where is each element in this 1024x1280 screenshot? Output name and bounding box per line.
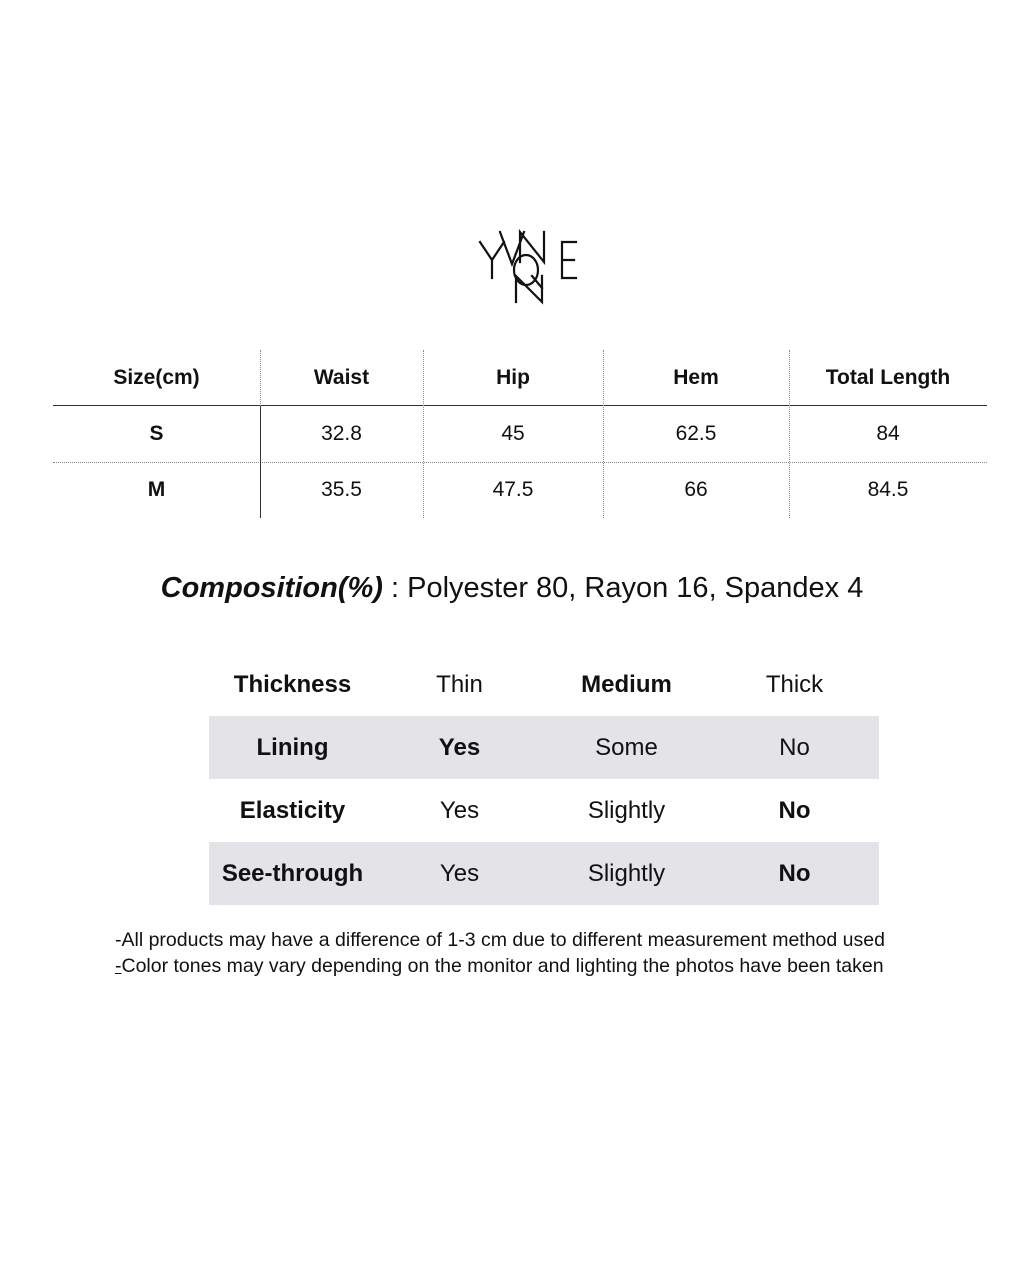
note-color-tones [115, 953, 995, 979]
brand-logo [470, 226, 610, 310]
size-table-header-row [53, 350, 987, 406]
size-table-header-total-length: Total Length [825, 366, 951, 389]
fabric-row-elasticity [209, 779, 879, 842]
note-dash: - [115, 955, 122, 977]
hem-value: 62.5 [675, 422, 717, 445]
fabric-option-selected: Medium [581, 671, 672, 698]
fabric-label: Elasticity [239, 797, 346, 824]
fabric-option-selected: No [778, 860, 811, 887]
size-chart-table [53, 350, 987, 518]
fabric-label: Lining [256, 734, 329, 761]
yvonne-monogram-logo-icon [470, 226, 610, 310]
row-divider [53, 462, 987, 463]
hip-value: 47.5 [492, 478, 534, 501]
size-column-divider [260, 406, 261, 518]
fabric-option-selected: No [778, 797, 811, 824]
fabric-option: Slightly [587, 797, 666, 824]
waist-value: 32.8 [321, 422, 362, 445]
fabric-option: Thick [765, 671, 824, 698]
composition-value: Polyester 80, Rayon 16, Spandex 4 [407, 572, 864, 604]
size-table-header-size: Size(cm) [113, 366, 200, 389]
waist-value: 35.5 [321, 478, 362, 501]
column-divider [423, 350, 424, 518]
column-divider [603, 350, 604, 518]
total-length-value: 84.5 [867, 478, 909, 501]
fabric-properties-table [209, 653, 879, 905]
composition-label: Composition(%) [160, 572, 383, 604]
note-color-text: Color tones may vary depending on the monitor and lighting the photos have been taken [121, 955, 884, 977]
hip-value: 45 [501, 422, 525, 445]
fabric-option-selected: Yes [438, 734, 481, 761]
size-label: S [149, 422, 164, 445]
hem-value: 66 [684, 478, 708, 501]
fabric-row-thickness [209, 653, 879, 716]
composition-separator: : [382, 572, 408, 604]
fabric-option: No [779, 734, 810, 761]
fabric-option: Some [595, 734, 658, 761]
header-divider [53, 405, 987, 406]
fabric-option: Slightly [587, 860, 666, 887]
table-row [53, 406, 987, 462]
column-divider [260, 350, 261, 406]
disclaimer-notes [115, 927, 995, 979]
column-divider [789, 350, 790, 518]
fabric-row-see-through [209, 842, 879, 905]
size-table-header-waist: Waist [313, 366, 370, 389]
fabric-row-lining [209, 716, 879, 779]
composition-line [0, 568, 1024, 608]
fabric-option: Yes [439, 860, 480, 887]
size-table-header-hem: Hem [673, 366, 719, 389]
table-row [53, 462, 987, 518]
fabric-option: Yes [439, 797, 480, 824]
size-table-header-hip: Hip [496, 366, 530, 389]
fabric-label: See-through [221, 860, 364, 887]
total-length-value: 84 [876, 422, 900, 445]
fabric-label: Thickness [233, 671, 352, 698]
size-label: M [147, 478, 166, 501]
note-measurement: -All products may have a difference of 1-3 cm due to different measurement method used [115, 929, 885, 951]
fabric-option: Thin [436, 671, 483, 698]
